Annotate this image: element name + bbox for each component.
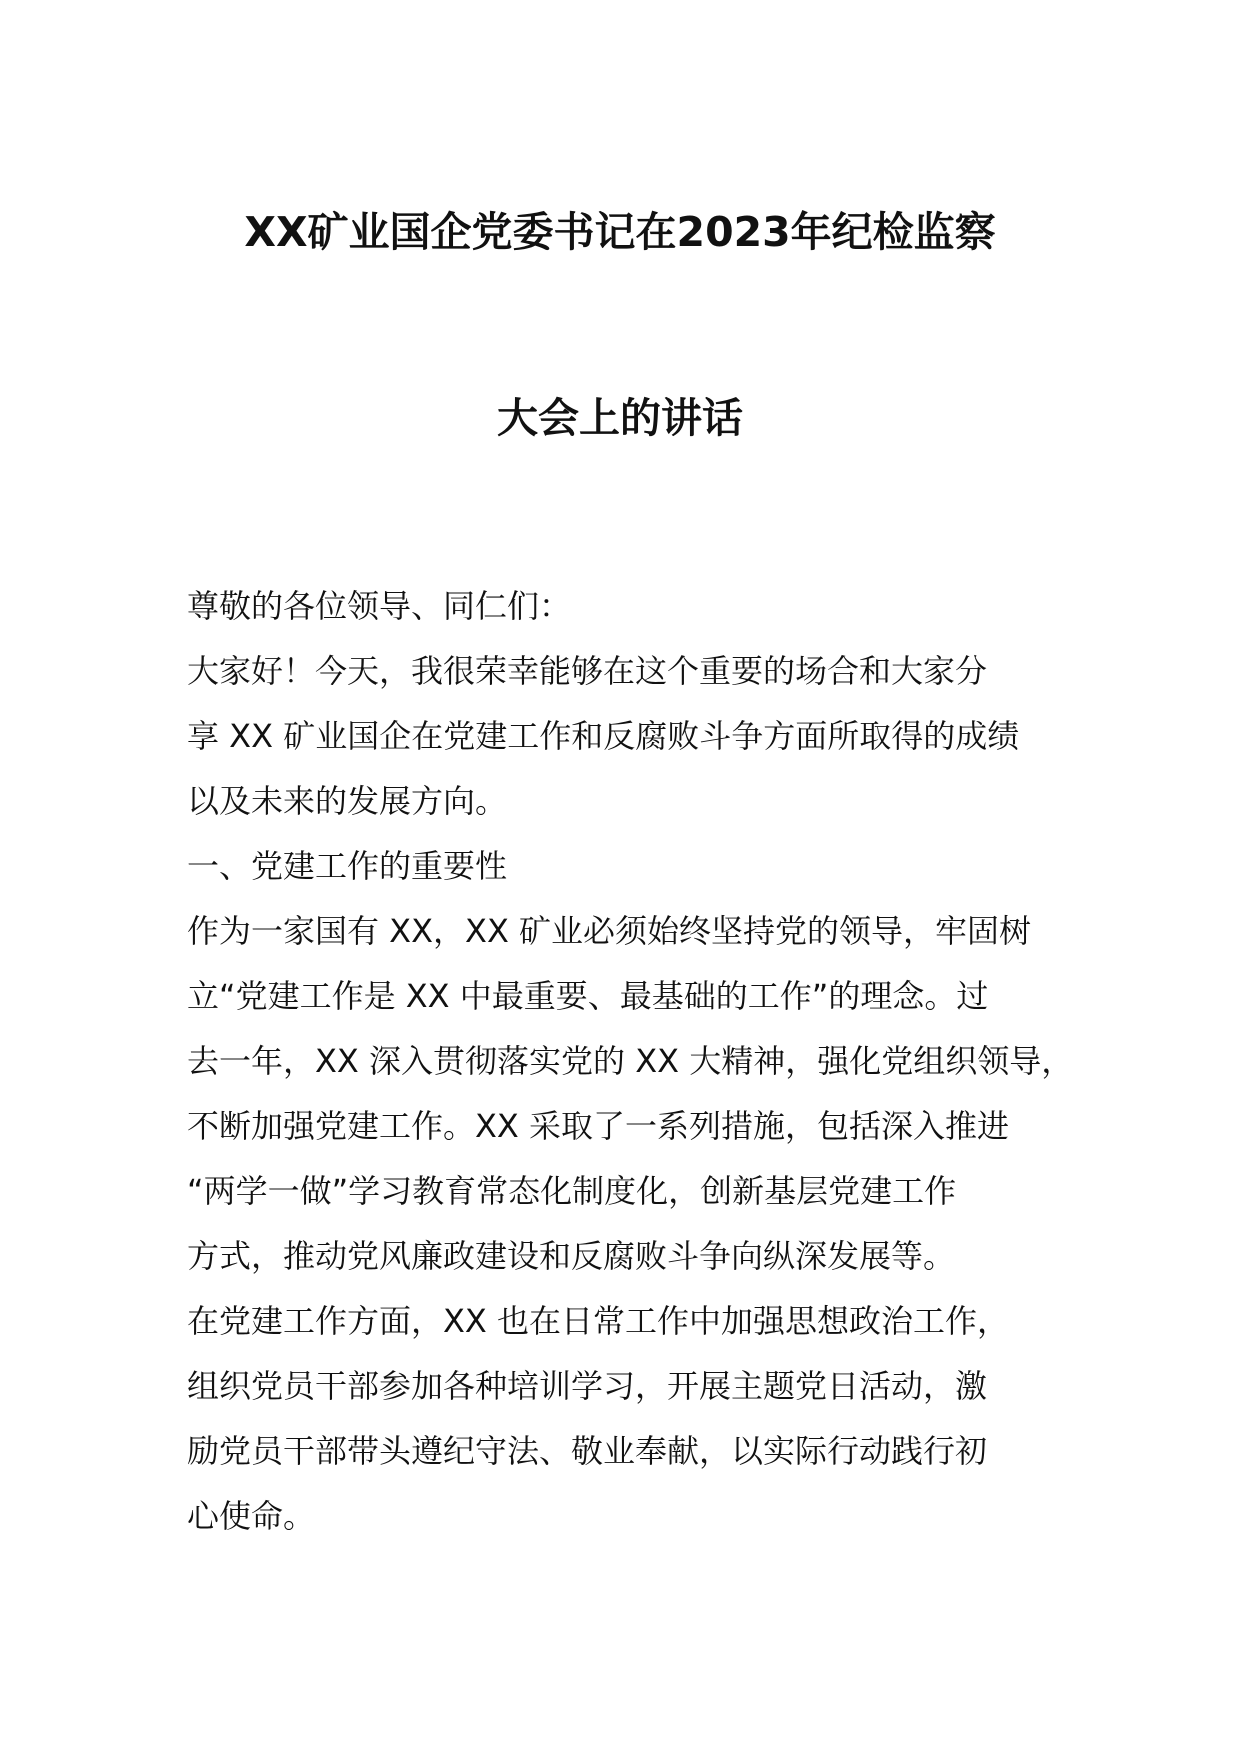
body-line: 不断加强党建工作。XX 采取了一系列措施，包括深入推进 — [187, 1107, 1010, 1145]
document-title-line-2: 大会上的讲话 — [497, 394, 743, 442]
salutation: 尊敬的各位领导、同仁们： — [187, 587, 572, 625]
body-line: 以及未来的发展方向。 — [187, 782, 508, 820]
body-line: 立“党建工作是 XX 中最重要、最基础的工作”的理念。过 — [187, 977, 989, 1015]
body-line: “两学一做”学习教育常态化制度化，创新基层党建工作 — [187, 1172, 957, 1210]
body-line: 享 XX 矿业国企在党建工作和反腐败斗争方面所取得的成绩 — [187, 717, 1020, 755]
body-line: 组织党员干部参加各种培训学习，开展主题党日活动，激 — [187, 1367, 988, 1405]
body-line: 励党员干部带头遵纪守法、敬业奉献，以实际行动践行初 — [187, 1432, 988, 1470]
speech-body — [187, 574, 1087, 1549]
body-line: 心使命。 — [187, 1497, 316, 1535]
body-line: 方式，推动党风廉政建设和反腐败斗争向纵深发展等。 — [187, 1237, 956, 1275]
body-line: 去一年，XX 深入贯彻落实党的 XX 大精神，强化党组织领导， — [187, 1042, 1074, 1080]
body-line: 作为一家国有 XX，XX 矿业必须始终坚持党的领导，牢固树 — [187, 912, 1032, 950]
document-title-line-1: XX矿业国企党委书记在2023年纪检监察 — [244, 208, 996, 256]
body-line: 大家好！今天，我很荣幸能够在这个重要的场合和大家分 — [187, 652, 988, 690]
section-heading: 一、党建工作的重要性 — [187, 847, 508, 885]
body-line: 在党建工作方面，XX 也在日常工作中加强思想政治工作， — [187, 1302, 1010, 1340]
